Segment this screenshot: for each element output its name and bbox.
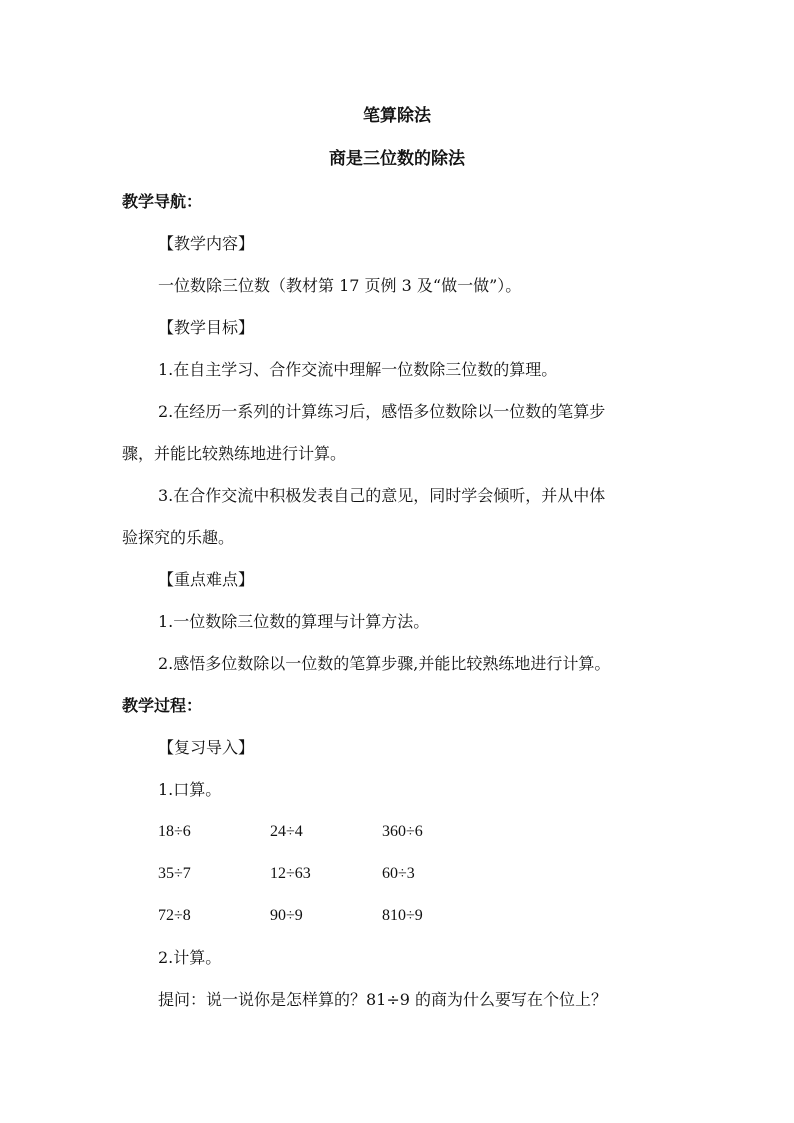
document-title: 笔算除法 — [363, 106, 431, 126]
oral-problem: 18÷6 — [158, 823, 191, 840]
oral-problem: 72÷8 — [158, 907, 191, 924]
oral-problem: 810÷9 — [382, 907, 423, 924]
label-key-points: 【重点难点】 — [158, 570, 255, 589]
goal-3-line-1: 3.在合作交流中积极发表自己的意见，同时学会倾听，并从中体 — [158, 486, 606, 505]
section-heading-guide: 教学导航： — [122, 192, 203, 211]
goal-3-line-2: 验探究的乐趣。 — [122, 528, 235, 547]
oral-problem: 24÷4 — [270, 823, 303, 840]
teaching-content-text: 一位数除三位数（教材第 17 页例 3 及“做一做”）。 — [158, 276, 522, 295]
document-subtitle: 商是三位数的除法 — [329, 149, 465, 169]
section-heading-process: 教学过程： — [122, 696, 203, 715]
oral-problem: 35÷7 — [158, 865, 191, 882]
oral-calc-label: 1.口算。 — [158, 780, 222, 799]
oral-problem: 60÷3 — [382, 865, 415, 882]
oral-problem: 12÷63 — [270, 865, 311, 882]
oral-problem: 360÷6 — [382, 823, 423, 840]
oral-problem: 90÷9 — [270, 907, 303, 924]
label-review: 【复习导入】 — [158, 738, 255, 757]
key-point-1: 1.一位数除三位数的算理与计算方法。 — [158, 612, 430, 631]
label-teaching-goals: 【教学目标】 — [158, 318, 255, 337]
key-point-2: 2.感悟多位数除以一位数的笔算步骤,并能比较熟练地进行计算。 — [158, 654, 611, 673]
goal-2-line-1: 2.在经历一系列的计算练习后，感悟多位数除以一位数的笔算步 — [158, 402, 606, 421]
label-teaching-content: 【教学内容】 — [158, 234, 255, 253]
goal-2-line-2: 骤，并能比较熟练地进行计算。 — [122, 444, 347, 463]
calc-label: 2.计算。 — [158, 948, 222, 967]
goal-1: 1.在自主学习、合作交流中理解一位数除三位数的算理。 — [158, 360, 558, 379]
question-text: 提问：说一说你是怎样算的？81÷9 的商为什么要写在个位上？ — [158, 990, 608, 1009]
